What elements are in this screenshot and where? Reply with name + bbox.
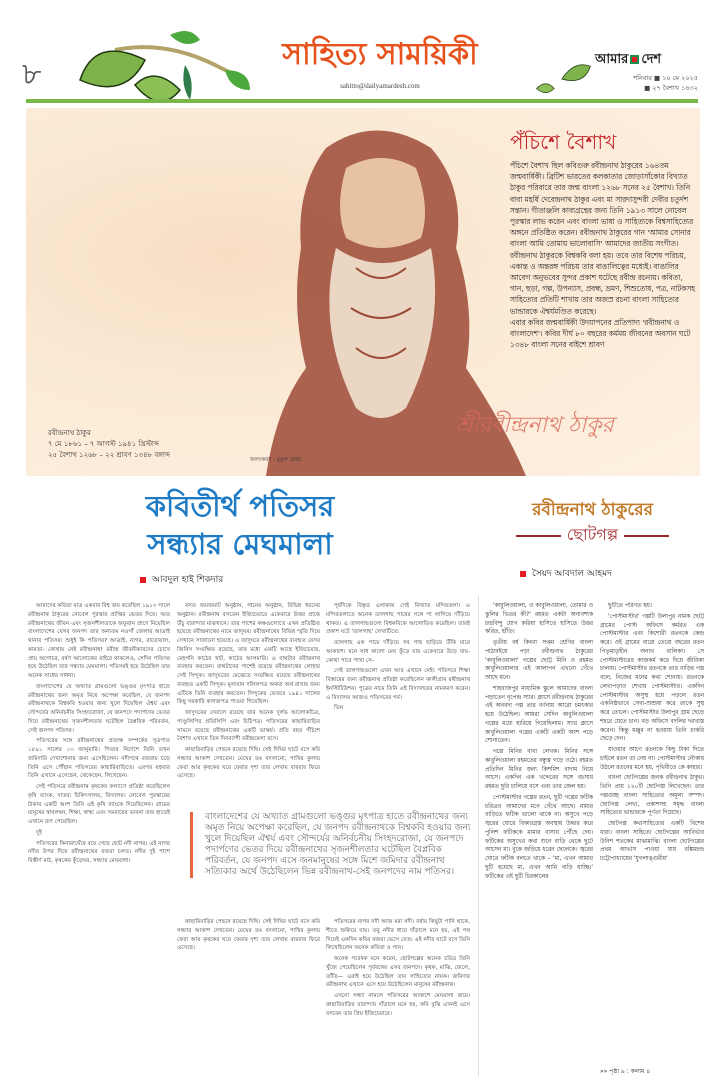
paragraph: আমাদের কবিতা মাত্র একবার বিশ্ব জয় করেছিল ১৯১৩ সালে রবীন্দ্রনাথ ঠাকুরের নোবেল পুরস্কার প্রাপ্তির ভেতর দিয়ে। আর রবীন্দ্রনাথের জীবন এবং সৃজনশীলতাকে অফুরান প্রাণে নিয়েছিল বাংলাদেশের যেসব জনপদ তার অন্যতম নওগাঁ জেলার আত্রাই থানার পতিসর। শুধুই কি পতিসর? আত্রাই, নাগর, রাতোয়াল, কামতা- কোথায় নেই রবীন্দ্রনাথ! রবীন্দ্র জীবনীকারদের চোখে প্রায় অগোচর, বর্ষণ আলোকের বাইরে থাকলেও, সেদিন পতিসর হয়ে উঠেছিল তার সন্ধ্যার মেঘমালা। পতিসরই হয়ে উঠেছিল তার অনেক সাধের সাধনা।: [28, 603, 170, 679]
paragraph: সেই তালগাছগুলো এখন আর এখানে নেই। পতিসরে শিক্ষা বিস্তারের জন্য রবীন্দ্রনাথ প্রতিষ্ঠা করেছিলেন কালীগ্রাম রথীন্দ্রনাথ ইনস্টিটিউশন। পুত্রের নামে তিনি এই বিদ্যালয়ের নামকরণ করেন। এ বিদ্যালয় আজও পতিসরের গর্ব।: [326, 668, 470, 701]
paragraph: জাদুঘরের দেয়ালে রয়েছে তার অনেক দুর্লভ আলোকচিত্র, পাণ্ডুলিপির প্রতিলিপি এবং চিঠিপত্র। পতিসরের কাছারিবাড়ির সামনে রয়েছে রবীন্দ্রনাথের একটি ভাস্কর্য। প্রতি বছর পঁচিশে বৈশাখ এখানে তিন দিনব্যাপী রবীন্দ্রমেলা বসে।: [177, 710, 320, 743]
paragraph: যাওয়ার আগে রতনকে কিছু টাকা দিতে চাইলে রতন তা নেয় না। পোস্টমাস্টার নৌকায় উঠলে রতনের মনে হয়, পৃথিবীতে কে কাহার।: [600, 747, 704, 771]
paragraph: শাহবাজপুর মাধ্যমিক স্কুলে আমাদের বাংলা পড়াতেন নৃপেন্দ্র স্যার। ক্লাসে রবীন্দ্রনাথ ঠাকুরের এই অনবদ্য গল্প তার বর্ণনায় আরো চমৎকার হয়ে উঠেছিল। আমরা সেদিন কাবুলিওয়ালা গল্পের মধ্যে হারিয়ে গিয়েছিলাম। স্যার ক্লাসে কাবুলিওয়ালা গল্পের একটি একটি অংশ পড়ে শোনাতেন।: [485, 685, 593, 745]
ornament-icon: [624, 535, 669, 537]
article1-column-2-lower: [177, 918, 320, 1072]
caption-name: রবীন্দ্রনাথ ঠাকুর: [48, 429, 91, 437]
paragraph: বাংলা ছোটগল্পের জনক রবীন্দ্রনাথ ঠাকুর। তিনি প্রায় ১২০টি ছোটগল্প লিখেছেন। তার গল্পগুচ্ছ বাংলা সাহিত্যের অমূল্য সম্পদ। ছোটগল্প লেখা, প্রকাশসহ সমৃদ্ধ বাংলা সাহিত্যের ভান্ডারকে পূর্ণতা দিয়েছে।: [600, 775, 704, 817]
paragraph: 'পোস্টমাস্টার' গল্পটি উলাপুর নামক ছোট্ট গ্রামের পোস্ট অফিসে কর্মরত এক পোস্টমাস্টার এবং কিশোরী রতনকে কেন্দ্র করে। ওই গ্রামের বারো তেরো বছরের রতন পিতৃমাতৃহীন অনাথ বালিকা। সে পোস্টমাস্টারের কাজকর্ম করে দিয়ে জীবিকা চালায়। পোস্টমাস্টার রতনকে তার বাড়ির গল্প বলে, নিজের মনের কথা শোনায়। রতনকে লেখাপড়াও শেখায় পোস্টমাস্টার। একদিন পোস্টমাস্টার অসুস্থ হয়ে পড়লে রতন একনিষ্ঠভাবে সেবা-শুশ্রূষা করে তাকে সুস্থ করে তোলে। পোস্টমাস্টার উলাপুর গ্রাম ছেড়ে শহরে যেতে চান। বড় অফিসে বদলির দরখাস্ত করেন। কিন্তু মঞ্জুর না হওয়ায় তিনি চাকরি ছেড়ে দেন।: [600, 613, 704, 743]
poem-excerpt: তালগাছ এক পায়ে দাঁড়িয়ে সব গাছ ছাড়িয়ে উঁকি মারে আকাশে। মনে সাধ কালো মেঘ ফুঁড়ে যায় একেবারে উড়ে যায়- কোথা পাবে পাখা সে-: [326, 640, 470, 664]
illustration-credit: অলংকরণ : মুকুল রেজা: [250, 457, 302, 463]
box-paragraph: এবার কবির জন্মবার্ষিকী উদযাপনের প্রতিপাদ্য 'রবীন্দ্রনাথ ও বাংলাদেশ'। কবির দীর্ঘ ৮০ বছরের কর্মময় জীবনের অবসান ঘটে ১৩৪৮ বাংলা সনের বাইশে শ্রাবণ: [510, 317, 691, 350]
paragraph: বাংলাদেশের যে অখ্যাত গ্রামগুলো ভঙ্গুর মৃৎপাত্র হাতে রবীন্দ্রনাথের জন্য অমৃত নিয়ে অপেক্ষা করেছিল, যে জনপদ রবীন্দ্রনাথকে বিশ্বকবি হওয়ার জন্য খুলে দিয়েছিল ঐশ্বর্য এবং সৌন্দর্যের অনির্বচনীয় সিংহদরোজা, যে জনপদে পদার্পণের ভেতর দিয়ে রবীন্দ্রনাথের সৃজনশীলতার ঘটেছিল বৈপ্লবিক পরিবর্তন, সেই জনপদ পতিসর।: [28, 683, 170, 734]
article1-headline[interactable]: [110, 487, 370, 563]
article1-column-3-lower: [326, 918, 470, 1072]
header-rule: [26, 99, 698, 103]
section-title: সাহিত্য সাময়িকী: [282, 37, 478, 72]
article2-headline[interactable]: রবীন্দ্রনাথ ঠাকুরের: [532, 500, 653, 520]
date-gregorian: শনিবার ■ ১০ মে ২০২৫: [633, 74, 698, 82]
bullet-icon: [140, 577, 146, 583]
article2-byline: [520, 566, 612, 581]
pull-quote: বাংলাদেশের যে অখ্যাত গ্রামগুলো ভঙ্গুর মৃৎপাত্র হাতে রবীন্দ্রনাথের জন্য অমৃত নিয়ে অপেক্ষা করেছিল, যে জনপদ রবীন্দ্রনাথকে বিশ্বকবি হওয়ার জন্য খুলে দিয়েছিল ঐশ্বর্য এবং সৌন্দর্যের অনির্বচনীয় সিংহদরোজা, যে জনপদে পদার্পণের ভেতর দিয়ে রবীন্দ্রনাথের সৃজনশীলতার ঘটেছিল বৈপ্লবিক পরিবর্তন, যে জনপদ এসে জনমানুষের সঙ্গে মিশে জমিদার রবীন্দ্রনাথ সত্যিকার অর্থে উঠেছিলেন ভিন্ন রবীন্দ্রনাথ-সেই জনপদের নাম পতিসর।: [190, 812, 473, 878]
author-name: আবদুল হাই শিকদার: [152, 575, 224, 585]
continued-on-page-link[interactable]: »» পৃষ্ঠা ৯ : কলাম ৪: [600, 1068, 651, 1075]
article1-column-2: [177, 602, 320, 807]
paragraph: অনেক গবেষক মনে করেন, ছোটগল্পের অনেক চরিত্র তিনি খুঁজে পেয়েছিলেন পূর্ববঙ্গের এসব জনপদে। কৃষক, মাঝি, জেলে, তাঁতি— এরাই হয়ে উঠেছিল তার সাহিত্যের নায়ক। জমিদার রবীন্দ্রনাথ এখানে এসে হয়ে উঠেছিলেন মানুষের রবীন্দ্রনাথ।: [326, 956, 470, 989]
paragraph: 'কাবুলিওয়ালা, ও কাবুলিওয়ালা, তোমার ও ঝুলির ভিতর কী?' রহমত একটা অনাবশ্যক চন্দ্রবিন্দু যোগ করিয়া হাসিতে হাসিতে উত্তর করিত, হাঁতি।: [485, 603, 593, 636]
paragraph: পোস্টমাস্টার গল্পের রতন, ছুটি গল্পের ফটিক চরিত্রও আমাদের মনে গেঁথে আছে। মামার বাড়িতে ফটিক ভালো থাকে না। অসুখে পড়ে জ্বরের ঘোরে বিকারগ্রস্ত অবস্থায় উদ্ধার করে পুলিশ ফটিককে মামার বাসায় পৌঁছে দেয়। ফটিকের অসুখের কথা শুনে বাড়ি থেকে ছুটে আসেন মা। বুকে জড়িয়ে ধরেন ছেলেকে। জ্বরের ঘোরে ফটিক বলতে থাকে – 'মা, এখন আমার ছুটি হয়েছে মা, এখন আমি বাড়ি যাচ্ছি।' ফটিকের এই ছুটি চিরকালের: [485, 794, 593, 880]
paragraph: ছোটগল্প কথাসাহিত্যের একটি বিশেষ ধারা। বাংলা সাহিত্যে ছোটগল্পের আবির্ভাব উনিশ শতকের মাঝামাঝি। বাংলা ছোটগল্পের প্রথম আভাস পাওয়া যায় বঙ্কিমচন্দ্র চট্টোপাধ্যায়ের 'যুগলাঙ্গুরীয়': [600, 821, 704, 862]
ornament-icon: [516, 535, 561, 537]
section-email[interactable]: sahitto@dailyamardesh.com: [340, 82, 420, 90]
paragraph: কাছারিবাড়ির পেছনে রয়েছে দিঘি। সেই দিঘির ঘাটে বসে কবি সন্ধ্যার আকাশ দেখতেন। মেঘের রঙ বদলানো, পাখির কুলায় ফেরা আর কৃষকের ঘরে ফেরার দৃশ্য তার লেখায় বারবার ফিরে এসেছে।: [177, 747, 320, 780]
box-body: [510, 160, 698, 350]
box-paragraph: পঁচিশে বৈশাখ ছিল কবিগুরু রবীন্দ্রনাথ ঠাকুরের ১৬৪তম জন্মবার্ষিকী। ব্রিটিশ ভারতের কলকাতার জোড়াসাঁকোর বিখ্যাত ঠাকুর পরিবারে তার জন্ম বাংলা ১২৬৮ সনের ২৫ বৈশাখ। তিনি বাবা মহর্ষি দেবেন্দ্রনাথ ঠাকুর এবং মা সারদাসুন্দরী দেবীর চতুর্দশ সন্তান। গীতাঞ্জলি কাব্যগ্রন্থের জন্য তিনি ১৯১৩ সালে নোবেল পুরস্কার লাভ করেন এবং বাংলা ভাষা ও সাহিত্যকে বিশ্বসাহিত্যের অঙ্গনে প্রতিষ্ঠিত করেন। রবীন্দ্রনাথ ঠাকুরের গান 'আমার সোনার বাংলা আমি তোমায় ভালোবাসি' আমাদের জাতীয় সংগীত। রবীন্দ্রনাথ ঠাকুরকে বিশ্বকবি বলা হয়। তবে তার বিশেষ পরিচয়, একান্ত ও অন্তরঙ্গ পরিচয় তার বাঙালিত্বের মধ্যেই। বাঙালির আবেগ অনুভবের সুন্দর প্রকাশ ঘটেছে রবীন্দ্র রচনায়। কবিতা, গান, ছড়া, গল্প, উপন্যাস, প্রবন্ধ, ভ্রমণ, শিশুতোষ, পত্র, নাটকসহ সাহিত্যের প্রতিটি শাখায় তার অজস্র রচনা বাংলা সাহিত্যের ভান্ডারকে ঐশ্বর্যমণ্ডিত করেছে।: [510, 161, 696, 316]
brand-logo: [595, 50, 661, 71]
portrait-caption: [48, 428, 170, 461]
date-bengali: ■ ২৭ বৈশাখ ১৪৩২: [644, 84, 698, 92]
paragraph: কাছারিবাড়ির পেছনে রয়েছে দিঘি। সেই দিঘির ঘাটে বসে কবি সন্ধ্যার আকাশ দেখতেন। মেঘের রঙ বদলানো, পাখির কুলায় ফেরা আর কৃষকের ঘরে ফেরার দৃশ্য তার লেখায় বারবার ফিরে এসেছে।: [177, 919, 320, 952]
paragraph: পতিসরের কিনারাঘেঁষে বয়ে গেছে ছোট নদী নাগর। এই নাগর নদীর উপর দিয়ে রবীন্দ্রনাথের বজরা চলত। নদীর দুই পাশে বিস্তীর্ণ মাঠ, কৃষকের কুঁড়েঘর, সন্ধ্যার মেঘমালা।: [28, 840, 170, 864]
brand-right: দেশ: [641, 52, 662, 67]
paragraph: সেই পতিসরে রবীন্দ্রনাথ কৃষকের কল্যাণে প্রতিষ্ঠা করেছিলেন কৃষি ব্যাংক, দাতব্য চিকিৎসালয়, বিদ্যালয়। নোবেল পুরস্কারের টাকার একটি অংশ তিনি এই কৃষি ব্যাংকে দিয়েছিলেন। গ্রামের মানুষের স্বাবলম্বন, শিক্ষা, স্বাস্থ্য এবং সমবায়ের ভাবনা তার হাতেই এখানে রূপ পেয়েছিল।: [28, 784, 170, 825]
paragraph: গল্পে মিনির বাবা লেখক। মিনির সঙ্গে কাবুলিওয়ালা রহমতের বন্ধুত্ব গড়ে ওঠে। রহমত প্রতিদিন মিনির জন্য কিশমিশ বাদাম নিয়ে আসে। একদিন এক খদ্দেরের সঙ্গে বচসায় রহমত ছুরি চালিয়ে বসে এবং তার জেল হয়।: [485, 749, 593, 790]
article2-subheadline: [480, 522, 705, 549]
column-divider: [478, 596, 479, 1076]
section-number: তিন: [334, 705, 344, 712]
page-number: ৮: [22, 57, 42, 92]
paragraph: এখনো সন্ধ্যা নামলে পতিসরের আকাশে মেঘমালা জমে। কাছারিবাড়ির বারান্দায় দাঁড়ালে মনে হয়, কবি বুঝি এখনই এসে বসবেন তার প্রিয় ইজিচেয়ারে।: [326, 993, 470, 1017]
article1-column-1: [28, 602, 170, 1072]
paragraph: পতিসরের সঙ্গে রবীন্দ্রনাথের প্রত্যক্ষ সম্পর্কের সূত্রপাত ১৮৯১ সালের ১৩ জানুয়ারি। পিতার নির্দেশে তিনি তখন জমিদারি দেখাশোনার জন্য এসেছিলেন। নদীপথে বজরায় চড়ে তিনি এসে পৌঁছান পতিসরের কাছারিবাড়িতে। এরপর বহুবার তিনি এখানে এসেছেন, থেকেছেন, লিখেছেন।: [28, 738, 170, 780]
headline-line: সন্ধ্যার মেঘমালা: [147, 527, 333, 561]
paragraph: বসত জমজমাট অনুষ্ঠান, গানের অনুষ্ঠান, বিভিন্ন ধরনের অনুষ্ঠান। রবীন্দ্রনাথ বসতেন ইজিচেয়ারে একেবারে উত্তর প্রান্তে উঁচু বারান্দার মাঝখানে। তার পাশের কক্ষগুলোতে এখন প্রতিষ্ঠিত হয়েছে রবীন্দ্রনাথের নামে জাদুঘর। রবীন্দ্রনাথের বিভিন্ন স্মৃতি দিয়ে সেখানে সাজানো হয়েছে। এ জাদুঘরে রবীন্দ্রনাথের ব্যবহৃত যেসব জিনিস সংরক্ষিত রয়েছে, তার মধ্যে একটি আছে ইজিচেয়ার, মেহগনি কাঠের খাট, কাঠের আলমারি। এ বাথটাব রবীন্দ্রনাথ ব্যবহার করতেন। বাথটাবের পাশেই রয়েছে রবীন্দ্রনাথের লোহার সেই সিন্দুক। জাদুঘরের মেঝেতে সংরক্ষিত রয়েছে রবীন্দ্রনাথের ব্যবহৃত একটি সিন্দুক। মূল্যবান দলিলপত্র অথবা অর্থ রাখার জন্য এটিকে তিনি ব্যবহার করতেন। সিন্দুকের ভেতরে ১৯৪১ সালের কিছু সরকারি কাগজপত্র পাওয়া গিয়েছিল।: [177, 603, 320, 706]
flag-icon: [630, 55, 639, 64]
box-title: পঁচিশে বৈশাখ: [510, 130, 617, 154]
paragraph: পতিসরের নাগর নদী আজ মরা নদী। বর্ষায় কিছুটা পানি থাকে, শীতে শুকিয়ে যায়। তবু নদীর ধারে দাঁড়ালে মনে হয়, এই পথ দিয়েই একদিন কবির বজরা ভেসে যেত। এই নদীর ঘাটে বসে তিনি লিখেছিলেন অনেক কবিতা ও গান।: [326, 919, 470, 952]
author-name: সৈয়দ আবদাল আহমদ: [532, 569, 612, 579]
section-number: দুই: [36, 829, 42, 836]
tagore-signature: শ্রীরবীন্দ্রনাথ ঠাকুর: [456, 413, 614, 438]
headline-line: কবিতীর্থ পতিসর: [145, 489, 335, 523]
subheadline-text: ছোটগল্প: [566, 525, 619, 544]
brand-left: আমার: [595, 52, 629, 67]
paragraph: পূর্বদিকে বিস্তৃত এলাকায় সেই বিখ্যাত মন্দিরতলা। এ মন্দিরতলাতে অনেক তালগাছ পায়ের সঙ্গে পা লাগিয়ে দাঁড়িয়ে থাকত। এ তালগাছগুলো বিশ্বকবিকে আলোড়িত করেছিল। তারই প্রকাশ ঘটে 'তালগাছ' লেখাটিতে:: [326, 603, 470, 636]
article1-column-3: [326, 602, 470, 807]
paragraph: ছুটিতে পরিণত হয়।: [608, 603, 652, 609]
article1-byline: [140, 572, 223, 587]
leaf-decoration-icon: [75, 20, 255, 100]
paragraph: তৃতীয় বর্ষ কিংবা সপ্তম শ্রেণির বাংলা পাঠ্যবইয়ে পড়া রবীন্দ্রনাথ ঠাকুরের 'কাবুলিওয়ালা' গল্পের ছোট্ট মিনি ও রহমত কাবুলিওয়ালার এই আলাপন এখনো গেঁথে আছে মনে।: [485, 640, 593, 681]
article2-column-1: [485, 602, 593, 1072]
caption-dates-gregorian: ৭ মে ১৮৬১ – ৭ আগস্ট ১৯৪১ খ্রিস্টাব্দ: [48, 440, 159, 448]
article2-column-2: [600, 602, 704, 1057]
caption-dates-bengali: ২৫ বৈশাখ ১২৬৮ – ২২ শ্রাবণ ১৩৪৮ বঙ্গাব্দ: [48, 451, 170, 459]
bullet-icon: [520, 571, 526, 577]
